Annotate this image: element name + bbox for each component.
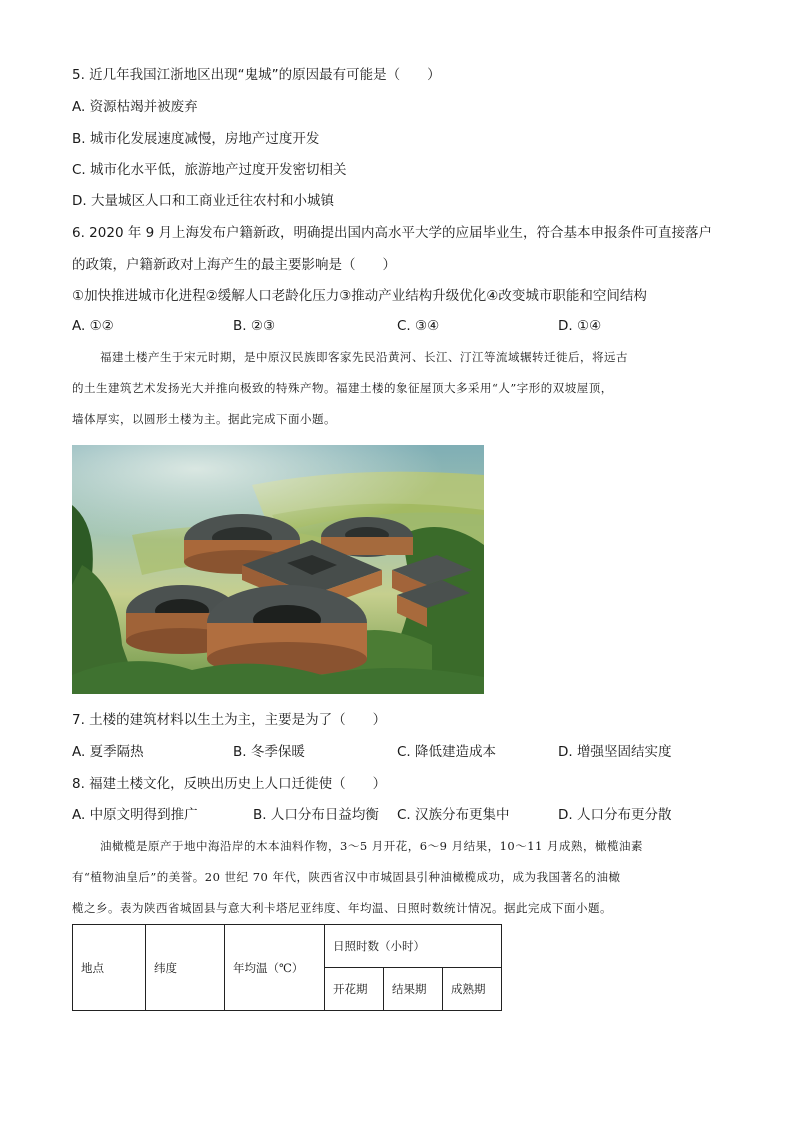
q6-option-c: C. ③④ — [397, 318, 440, 334]
q6-option-a: A. ①② — [72, 318, 114, 334]
passage2-line3: 榄之乡。表为陕西省城固县与意大利卡塔尼亚纬度、年均温、日照时数统计情况。据此完成下面小题。 — [72, 901, 612, 915]
q8-option-c: C. 汉族分布更集中 — [397, 807, 510, 823]
q6-option-b: B. ②③ — [233, 318, 276, 334]
q8-option-a: A. 中原文明得到推广 — [72, 807, 198, 823]
q6-stem-line2: 的政策，户籍新政对上海产生的最主要影响是（ ） — [72, 257, 396, 273]
header-annual-temp: 年均温（℃） — [225, 925, 325, 1011]
q6-options — [72, 316, 732, 336]
passage2-line1: 油橄榄是原产于地中海沿岸的木本油料作物，3～5 月开花，6～9 月结果，10～11 月成熟，橄榄油素 — [100, 839, 643, 853]
q8-option-b: B. 人口分布日益均衡 — [253, 807, 379, 823]
subheader-flowering: 开花期 — [325, 968, 384, 1011]
q6-stem-line1: 6. 2020 年 9 月上海发布户籍新政，明确提出国内高水平大学的应届毕业生，符合基本申报条件可直接落户 — [72, 225, 712, 241]
q5-option-d: D. 大量城区人口和工商业迁往农村和小城镇 — [72, 193, 334, 209]
q8-stem: 8. 福建土楼文化，反映出历史上人口迁徙使（ ） — [72, 776, 387, 792]
passage1-line1: 福建土楼产生于宋元时期，是中原汉民族即客家先民沿黄河、长江、汀江等流域辗转迁徙后，将远古 — [100, 350, 628, 364]
q8-option-d: D. 人口分布更分散 — [558, 807, 672, 823]
q7-option-b: B. 冬季保暖 — [233, 744, 305, 760]
q5-option-b: B. 城市化发展速度减慢，房地产过度开发 — [72, 131, 320, 147]
q7-option-c: C. 降低建造成本 — [397, 744, 497, 760]
header-sunshine-hours: 日照时数（小时） — [325, 925, 502, 968]
passage1-line2: 的土生建筑艺术发扬光大并推向极致的特殊产物。福建土楼的象征屋顶大多采用“人”字形的双坡屋顶， — [72, 381, 613, 395]
subheader-fruiting: 结果期 — [384, 968, 443, 1011]
q7-stem: 7. 土楼的建筑材料以生土为主，主要是为了（ ） — [72, 712, 387, 728]
fujian-tulou-photo — [72, 445, 484, 694]
subheader-ripening: 成熟期 — [443, 968, 502, 1011]
header-place: 地点 — [73, 925, 146, 1011]
q8-options — [72, 805, 732, 825]
passage1-line3: 墙体厚实，以圆形土楼为主。据此完成下面小题。 — [72, 412, 336, 426]
table-header-row — [73, 925, 502, 968]
q7-option-d: D. 增强坚固结实度 — [558, 744, 672, 760]
passage2-line2: 有“植物油皇后”的美誉。20 世纪 70 年代，陕西省汉中市城固县引种油橄榄成功，成为我国著名的油橄 — [72, 870, 621, 884]
q5-option-a: A. 资源枯竭并被废弃 — [72, 99, 198, 115]
header-latitude: 纬度 — [146, 925, 225, 1011]
q7-options — [72, 742, 732, 762]
q7-option-a: A. 夏季隔热 — [72, 744, 144, 760]
q6-statements: ①加快推进城市化进程②缓解人口老龄化压力③推动产业结构升级优化④改变城市职能和空间结构 — [72, 288, 647, 304]
tulou-illustration — [72, 445, 484, 694]
q6-option-d: D. ①④ — [558, 318, 602, 334]
olive-statistics-table — [72, 924, 502, 1011]
q5-option-c: C. 城市化水平低，旅游地产过度开发密切相关 — [72, 162, 347, 178]
q5-stem: 5. 近几年我国江浙地区出现“鬼城”的原因最有可能是（ ） — [72, 67, 441, 83]
